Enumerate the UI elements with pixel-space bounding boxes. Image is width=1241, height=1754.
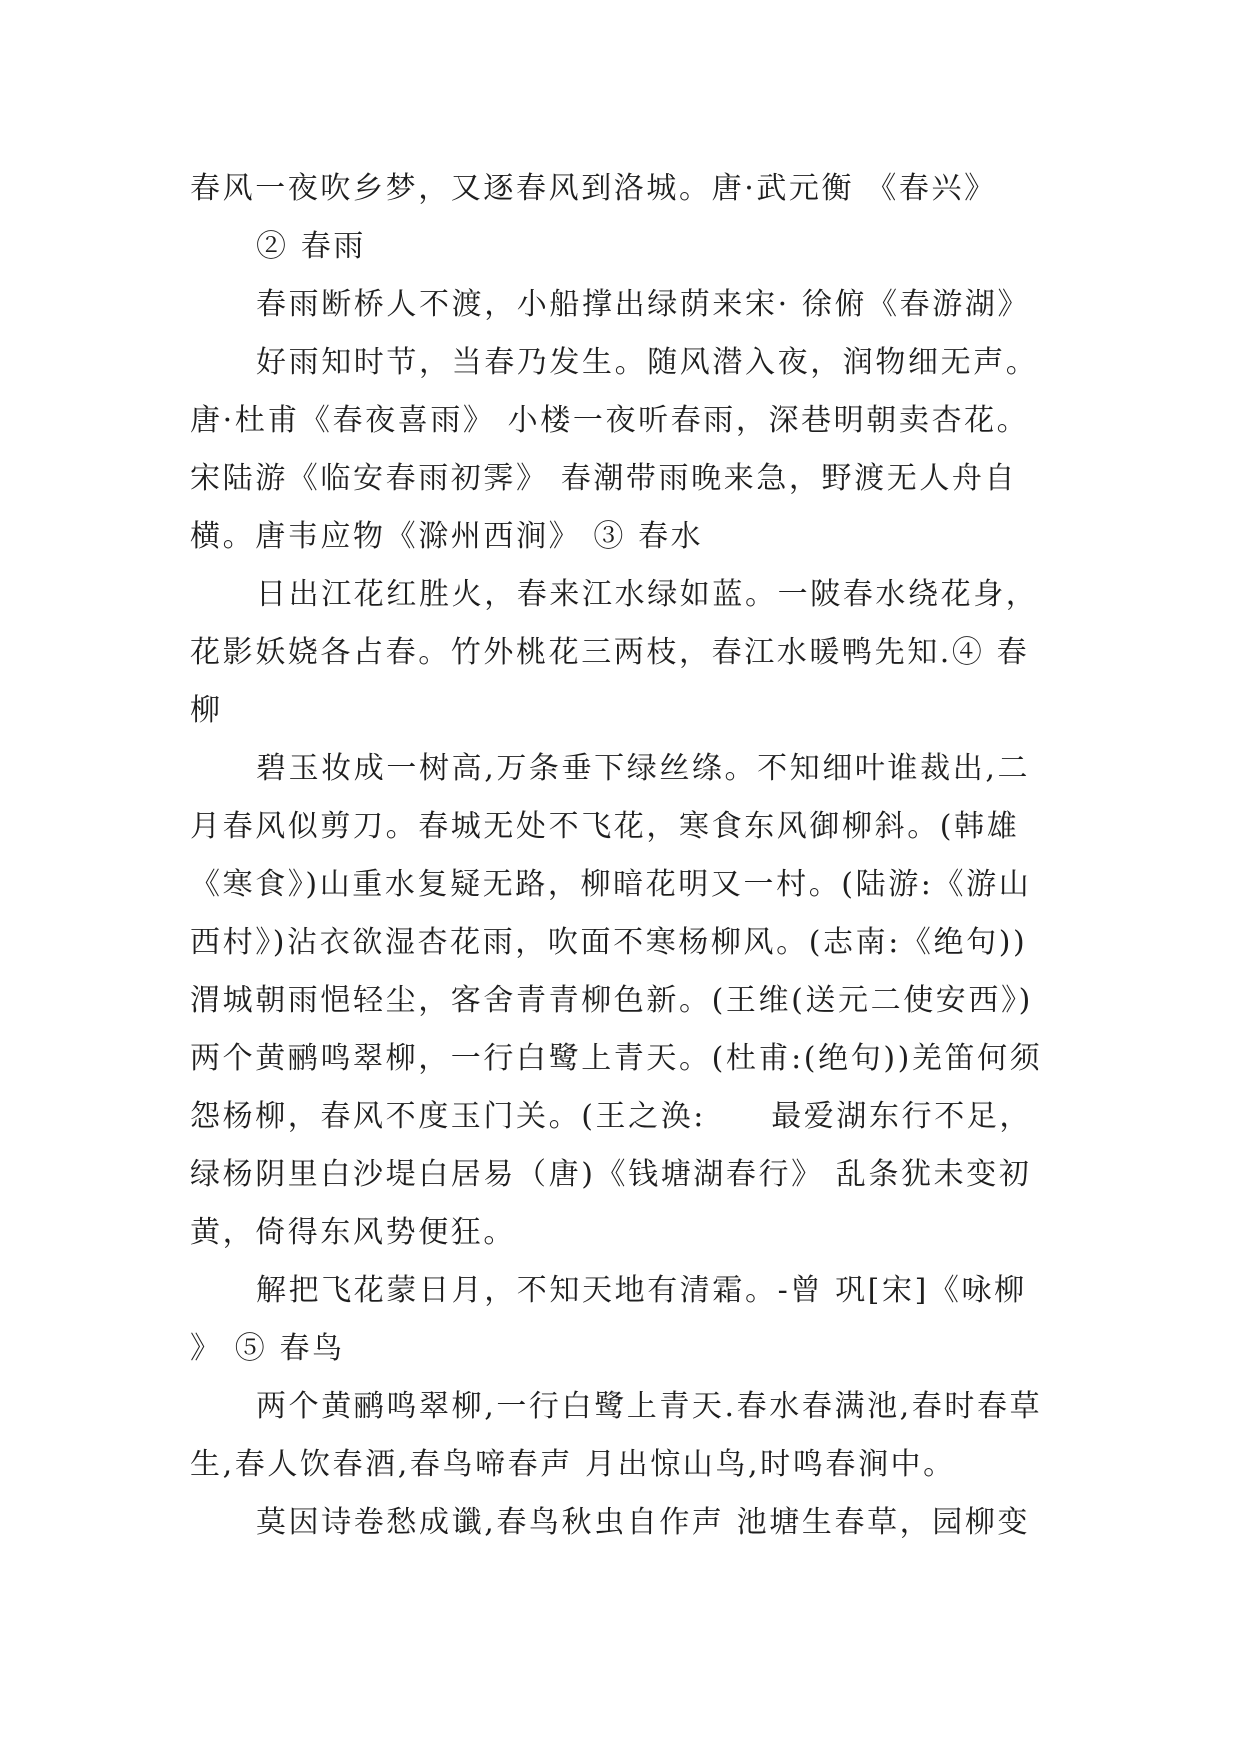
paragraph-spring-wind: 春风一夜吹乡梦，又逐春风到洛城。唐·武元衡 《春兴》 xyxy=(190,171,997,206)
paragraph-spring-birds-2: 莫因诗卷愁成谶,春鸟秋虫自作声 池塘生春草，园柳变 xyxy=(256,1505,1031,1540)
heading-spring-rain: ② 春雨 xyxy=(256,229,366,264)
paragraph-spring-birds-1: 两个黄鹂鸣翠柳,一行白鹭上青天.春水春满池,春时春草生,春人饮春酒,春鸟啼春声 月出惊山鸟,时鸣春涧中。 xyxy=(190,1389,1043,1482)
paragraph-spring-water: 日出江花红胜火，春来江水绿如蓝。一陂春水绕花身，花影妖娆各占春。竹外桃花三两枝，春江水暖鸭先知.④ 春柳 xyxy=(190,577,1039,728)
paragraph-spring-rain-1: 春雨断桥人不渡，小船撑出绿荫来宋· 徐俯《春游湖》 xyxy=(256,287,1031,322)
poem-text-body xyxy=(190,160,1050,1552)
paragraph-spring-willow: 碧玉妆成一树高,万条垂下绿丝绦。不知细叶谁裁出,二月春风似剪刀。春城无处不飞花，寒食东风御柳斜。(韩雄《寒食》)山重水复疑无路，柳暗花明又一村。(陆游:《游山西村》)沾衣欲湿杏花雨，吹面不寒杨柳风。(志南:《绝句))渭城朝雨悒轻尘，客舍青青柳色新。(王维(送元二使安西》)两个黄鹂鸣翠柳，一行白鹭上青天。(杜甫:(绝句))羌笛何须怨杨柳，春风不度玉门关。(王之涣: 最爱湖东行不足，绿杨阴里白沙堤白居易（唐)《钱塘湖春行》 乱条犹未变初黄，倚得东风势便狂。 xyxy=(190,751,1043,1250)
paragraph-spring-rain-2: 好雨知时节，当春乃发生。随风潜入夜，润物细无声。唐·杜甫《春夜喜雨》 小楼一夜听春雨，深巷明朝卖杏花。宋陆游《临安春雨初霁》 春潮带雨晚来急，野渡无人舟自横。唐韦应物《滁州西涧》 ③ 春水 xyxy=(190,345,1039,554)
paragraph-willow-ode: 解把飞花蒙日月，不知天地有清霜。-曾 巩[宋]《咏柳 》 ⑤ 春鸟 xyxy=(190,1273,1039,1366)
